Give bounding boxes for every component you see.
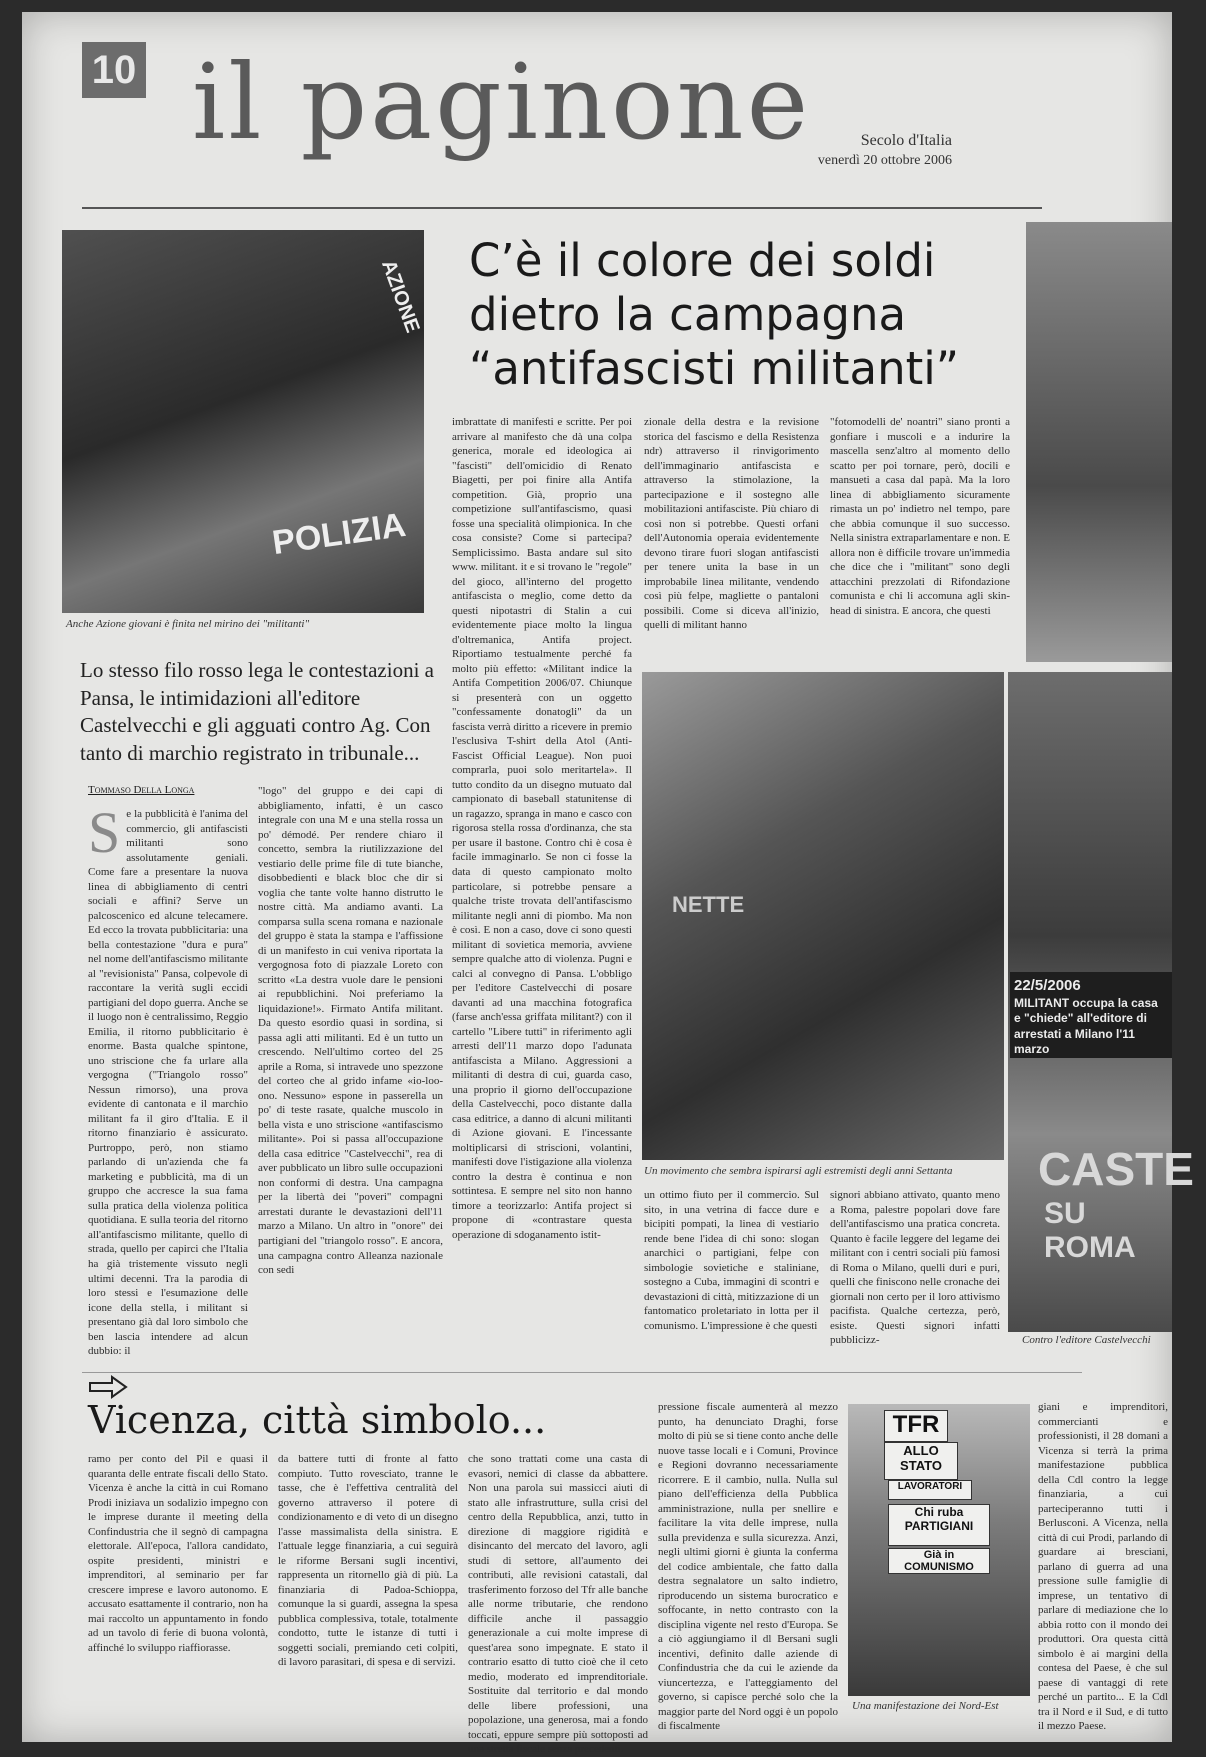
article2-column-4: pressione fiscale aumenterà al mezzo punto, ha denunciato Draghi, forse molto di più se si tiene conto anche delle nuove tasse locali e i Comuni, Province e Regioni dovranno necessariamente ricorrere. E il cambio, nulla. Nulla sul piano dell'efficienza della Pubblica amministrazione, nulla per snellire e facilitare la vita delle imprese, nulla sulla previdenza e sulla sicurezza. Anzi, negli ultimi giorni è giunta la conferma del codice ambientale, che fatto dalla destra segnalatore un salto indietro, riproducendo un sistema burocratico e soffocante, in netto contrasto con la disciplina vigente nel resto d'Europa. Se a ciò aggiungiamo il dl Bersani sugli incentivi, definito dalle aziende di Confindustria che da cui le aziende da viuncertezza, e l'atteggiamento del governo, si capisce perché solo che la maggior parte del Nord oggi è un popolo di fiscalmente xyxy=(658,1401,838,1733)
article-subhead: Lo stesso filo rosso lega le contestazioni a Pansa, le intimidazioni all'editore Castelvecchi e gli agguati contro Ag. Con tanto di marchio registrato in tribunale... xyxy=(80,658,434,766)
article-column-2: "logo" del gruppo e dei capi di abbigliamento, infatti, è un casco integrale con una M e una stella rossa un po' démodé. Per rendere chiaro il concetto, sembra la riutilizzazione del vestiario delle prime file di tute bianche, disobbedienti e black bloc che dir si voglia che tante volte hanno distrutto le nostre città. Ma andiamo avanti. La comparsa sulla scena romana e nazionale del gruppo è stata la stampa e l'affissione di un manifesto in cui veniva riportata la vergognosa foto di piazzale Loreto con scritto «La destra vuole dare le pensioni ai repubblichini. Noi preferiamo la liquidazione!». Firmato Antifa militant. Da questo esordio quasi in sordina, si passa agli atti militanti. Ed è un tutto un crescendo. Nell'ultimo corteo del 25 aprile a Roma, si intravede uno spezzone del corteo che al grido infame «io-loo-ono. Nessuno» espone in passerella un po' di teste rasate, qualche muscolo in bella vista e uno striscione «antifascismo militante». Poi si passa all'occupazione della casa editrice "Castelvecchi", rea di aver pubblicato un libro sulle occupazioni non conformi di destra. Una campagna per la libertà dei "poveri" compagni arrestati durante le devastazioni dell'11 marzo a Milano. Un altro in "onore" dei partigiani del "triangolo rosso". E ancora, una campagna contro Alleanza nazionale con sedi xyxy=(258,785,443,1277)
photo-police xyxy=(62,230,424,613)
article2-column-2: da battere tutti di fronte al fatto compiuto. Tutto rovesciato, tranne le tasse, che è l'effettiva centralità del governo attraverso il potere di condizionamento e di veto di un disegno l'asse massimalista della sinistra. E l'attuale legge finanziaria, a cui seguirà le riforme Bersani sugli incentivi, rappresenta un ritornello già di più. La finanziaria di Padoa-Schioppa, comunque la si guardi, assegna la spesa pubblica complessiva, totale, totalmente condotto, tutte le istanze di tutti i soggetti sociali, premiando ceti colpiti, di lavoro parasitari, di spesa e di servizi. xyxy=(278,1453,458,1669)
photo-castelvecchi-caption: Contro l'editore Castelvecchi xyxy=(1022,1334,1151,1346)
dropcap: S xyxy=(88,800,121,865)
page-number: 10 xyxy=(82,42,146,98)
publication-date: venerdì 20 ottobre 2006 xyxy=(817,152,952,168)
photo-protest-signs xyxy=(848,1404,1030,1696)
photo-castelvecchi xyxy=(1008,672,1194,1332)
article-column-4b: un ottimo fiuto per il commercio. Sul sito, in una vetrina di facce dure e bicipiti pompati, la linea di vestiario rende bene l'idea di chi sono: slogan anarchici o partigiani, felpe con simbologie sovietiche e staliniane, sostegno a Cuba, immagini di scontri e devastazioni di città, mitizzazione di un fantomatico proletariato in lotta per il comunismo. L'impressione è che questi xyxy=(644,1189,819,1332)
masthead-rule xyxy=(82,207,1042,209)
article-headline: C’è il colore dei soldi dietro la campagna “antifascisti militanti” xyxy=(469,234,960,395)
article-column-5a: "fotomodelli de' noantri" siano pronti a gonfiare i muscoli e a indurire la mascella senz'altro al momento dello scatto per poi tornare, però, docili e mansueti a casa dal papà. Ma la loro linea di abbigliamento sicuramente rimasta un po' indietro nel tempo, pare che abbia comunque il suo successo. Nella sinistra extraparlamentare e non. E allora non è difficile trovare un'immedia che dice che i "militant" sono degli attacchini prezzolati di Rifondazione comunista e chi li accomuna agli skin-head di sinistra. E ancora, che questi xyxy=(830,416,1010,617)
article2-column-3: che sono trattati come una casta di evasori, nemici di classe da abbattere. Non una parola sui massicci aiuti di stato alle infrastrutture, sulla crisi del centro della Repubblica, anzi, tutto in direzione di maggiore rigidità e disincanto del mercato del lavoro, agli studi di settore, all'aumento dei contributi, alle revisioni catastali, dal trasferimento forzoso del Tfr alle banche alle norme tributarie, che rendono difficile anche il passaggio generazionale a cui molte imprese di quest'area sono impegnate. E stato il contrario esatto di tutto cioè che il ceto medio, moderato ed imprenditoriale. Sostituite dal territorio e dal mondo delle libere professioni, una popolazione, una generosa, mai a fondo toccati, eppure sempre più sottoposti ad una stretta fiscale senza precedenti. xyxy=(468,1453,648,1756)
photo-banner xyxy=(1010,972,1172,1058)
photo-protest-caption: Una manifestazione dei Nord-Est xyxy=(852,1700,999,1712)
sign-comunismo: Già in COMUNISMO xyxy=(888,1548,990,1574)
banner-caste: CASTE xyxy=(1038,1143,1194,1195)
sign-partigiani: Chi ruba PARTIGIANI xyxy=(888,1504,990,1546)
arrow-right-icon xyxy=(88,1376,128,1398)
newspaper-page xyxy=(22,12,1194,1756)
article-column-4a: zionale della destra e la revisione storica del fascismo e della Resistenza ndr) attraverso il rinvigorimento dell'immaginario antifascista e attraverso la stimolazione, la partecipazione e il sostegno alle mobilitazioni antifasciste. Più chiaro di così non si potrebbe. Questi orfani dell'Autonomia operaia evidentemente devono tirare fuori slogan antifascisti per tenere unita la base in un improbabile linea militante, vendendo così più felpe, magliette o pantaloni possibili. Come si diceva all'inizio, quelli di militant hanno xyxy=(644,416,819,632)
photo-militant-man xyxy=(1026,222,1172,662)
article2-headline: Vicenza, città simbolo... xyxy=(88,1398,547,1442)
article2-column-1: ramo per conto del Pil e quasi il quaranta delle entrate fiscali dello Stato. Vicenza è anche la città in cui Romano Prodi iniziava un sodalizio impegno con le imprese durante il meeting della Confindustria che il segnò di campagna elettorale. All'epoca, l'allora candidato, ospite presidenti, ministri e imprenditori, al seminario per far crescere imprese e lavoro autonomo. E accusato esattamente il contrario, non ha mai raccolto un appuntamento in fondo ad un tavolo di ferie di buona volontà, affinché lo sviluppo riaffiorasse. xyxy=(88,1453,268,1654)
section-divider xyxy=(82,1372,1082,1373)
sign-allo-stato: ALLO STATO xyxy=(884,1442,958,1480)
byline: Tommaso Della Longa xyxy=(88,784,195,796)
photo-text-polizia: POLIZIA xyxy=(269,505,409,563)
article-column-3: imbrattate di manifesti e scritte. Per poi arrivare al manifesto che dà una colpa generica, morale ed ideologica ai "fascisti" dell'omicidio di Renato Biagetti, per poi finire alla Antifa competition. Già, proprio una competizione sull'antifascismo, quasi fosse una specialità olimpionica. In che cosa consiste? Come si partecipa? Semplicissimo. Basta andare sul sito www. militant. it e si trovano le "regole" del gioco, all'interno del progetto antifascista o meglio, come detto da questi nipotastri di Stalin a cui evidentemente piace molto la lingua d'oltremanica, Antifa project. Riportiamo testualmente perché fa molto più effetto: «Militant indice la Antifa Competition 2006/07. Chiunque si presenterà con un oggetto "confessamente donatogli" da un fascista verrà diritto a ricevere in premio l'esclusiva T-shirt della Atol (Anti-Fascist Official League). Non puoi comprarla, puoi solo meritartela». Il tutto condito da un disegno mutuato dal campionato di baseball statunitense di un ragazzo, spranga in mano e casco con rigorosa stella rossa d'ordinanza, che sta per usare il bastone. Contro chi è cosa è facile immaginarlo. Se non ci fosse la data di questo campionato molto particolare, si potrebbe pensare a qualche triste trovata dell'antifascismo militante negli anni di piombo. Ma non è così. E non a caso, dove ci sono questi militant di sovietica memoria, avviene sempre qualche atto di violenza. Pugni e calci al convegno di Pansa. L'obbligo per l'editore Castelvecchi di posare davanti ad una macchina fotografica (farse anch'essa griffata militant?) con il cartello "Libere tutti" in riferimento agli arresti dell'11 marzo dopo l'adunata antifascista a Milano. Aggressioni a militanti di destra di cui, guarda caso, una proprio il giorno dell'occupazione della Castelvecchi, poco distante dalla casa editrice, a danno di alcuni militanti di Azione giovani. E l'incessante moltiplicarsi di striscioni, volantini, manifesti dove l'istigazione alla violenza contro la destra è continua e non sottintesa. E sempre nel sito non hanno timore a teorizzarlo: Antifa project si propone di «contrastare questa operazione di sdoganamento istit- xyxy=(452,416,632,1241)
sign-lavoratori: LAVORATORI xyxy=(888,1480,972,1500)
column-1-text: e la pubblicità è l'anima del commercio, gli antifascisti militanti sono assolutamente geniali. Come fare a presentare la nuova linea di abbigliamento di centri sociali e affini? Serve un palcoscenico ed alcune telecamere. Ed ecco la trovata pubblicitaria: una bella contestazione "dura e pura" nel nome dell'antifascismo militante al "revisionista" Pansa, colpevole di raccontare la verità sugli eccidi partigiani del dopo guerra. Anche se il luogo non è centralissimo, Reggio Emilia, il ritorno pubblicitario è enorme. Basta qualche spintone, uno striscione che fa urlare alla vergogna ("Triangolo rosso" Nessun rimorso), una prova evidente di cantonata e il marchio militant fa il giro d'Italia. E il ritorno finanziario è assicurato. Purtroppo, però, non stiamo parlando di un'azienda che fa marketing e pubblicità, ma di un gruppo che accresce la sua fama sulla pratica della violenza politica quotidiana. E sulla teoria del ritorno all'antifascismo militante, quello di strada, quello per capirci che l'Italia ha già tristemente vissuto negli ultimi decenni. Tra la parodia di loro stessi e l'esumazione delle icone della stella, i militant si presentano già dal loro simbolo che ben lascia intendere ad alcun dubbio: il xyxy=(88,808,248,1358)
banner-line-2: e "chiede" all'editore di xyxy=(1014,1011,1147,1026)
publication-name: Secolo d'Italia xyxy=(860,132,952,149)
photo-text-azione: AZIONE xyxy=(376,257,424,336)
article2-column-5: giani e imprenditori, commercianti e professionisti, il 28 domani a Vicenza si terrà la prima manifestazione pubblica della Cdl contro la legge finanziaria, a cui parteciperanno tutti i Berlusconi. A Vicenza, nella città di cui Prodi, parlando di guardare ai bresciani, parlano di guerra ad una pressione sulle famiglie di imprese, un tentativo di parlare di mediazione che lo abbia rotto con il mondo dei produttori. Ora questa città simbolo è ai margini della contesa del Paese, è che sul paese di vantaggi di rete perché un partito... E la Cdl tra il Nord e il Sud, e di tutto il mezzo Paese. xyxy=(1038,1401,1168,1733)
article-column-5b: signori abbiano attivato, quanto meno a Roma, palestre popolari dove fare dell'antifascismo una pratica concreta. Quanto è facile leggere del legame dei militant con i centri sociali più famosi di Roma o Milano, quelli duri e puri, quelli che finiscono nelle cronache dei giornali non certo per il loro attivismo pacifista. Qualche certezza, però, esiste. Questi signori infatti pubblicizz- xyxy=(830,1189,1000,1347)
photo-demonstrators xyxy=(642,672,1004,1160)
section-title: il paginone xyxy=(192,41,812,163)
banner-su-roma: SU ROMA xyxy=(1044,1197,1136,1264)
sign-tfr: TFR xyxy=(884,1410,948,1442)
photo-text-nette: NETTE xyxy=(672,892,745,917)
photo-demonstrators-caption: Un movimento che sembra ispirarsi agli estremisti degli anni Settanta xyxy=(644,1165,953,1177)
publication-info xyxy=(818,130,952,170)
banner-line-3: arrestati a Milano l'11 marzo xyxy=(1014,1026,1135,1057)
banner-date: 22/5/2006 xyxy=(1014,977,1081,994)
article-column-1 xyxy=(88,800,248,1367)
banner-line-1: MILITANT occupa la casa xyxy=(1014,995,1158,1010)
photo-police-caption: Anche Azione giovani è finita nel mirino dei "militanti" xyxy=(66,618,310,630)
